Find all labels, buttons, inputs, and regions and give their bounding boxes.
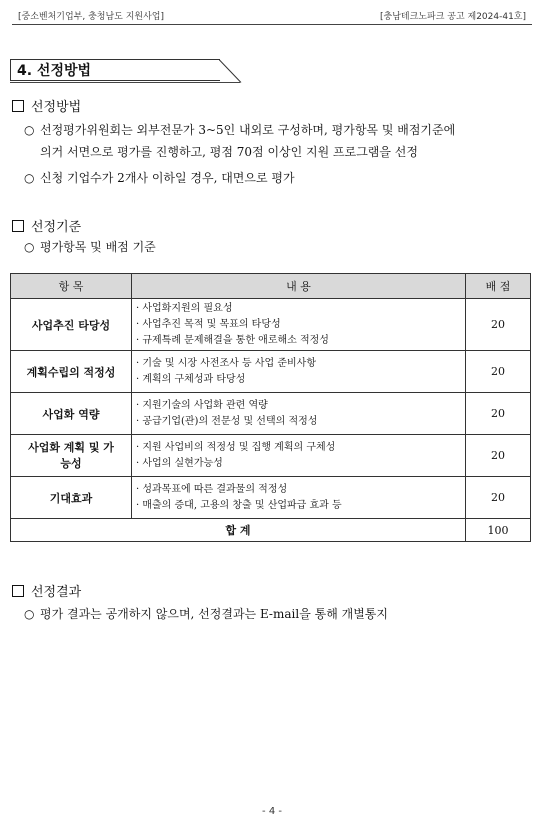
content-line: · 기술 및 시장 사전조사 등 사업 준비사항 <box>136 357 316 369</box>
criteria-bullet <box>24 236 534 258</box>
circle-bullet-icon: ○ <box>24 240 35 254</box>
circle-bullet-icon: ○ <box>24 607 35 621</box>
content-line: · 사업화지원의 필요성 <box>136 302 233 314</box>
table-header-score: 배 점 <box>466 274 531 299</box>
method-bullet-2-text: 신청 기업수가 2개사 이하일 경우, 대면으로 평가 <box>40 171 295 185</box>
result-bullet <box>24 603 534 625</box>
section-title-underline <box>10 82 240 83</box>
method-bullet-1 <box>24 119 534 163</box>
table-row <box>11 477 531 519</box>
circle-bullet-icon: ○ <box>24 171 35 185</box>
table-header-content: 내 용 <box>132 274 466 299</box>
section-title: 4. 선정방법 <box>10 59 220 81</box>
content-line: · 사업추진 목적 및 목표의 타당성 <box>136 318 281 330</box>
table-row-content <box>132 477 466 519</box>
content-line: · 규제특례 문제해결을 통한 애로해소 적정성 <box>136 334 329 346</box>
table-row <box>11 435 531 477</box>
table-row-item: 계획수립의 적정성 <box>11 351 132 393</box>
table-row <box>11 351 531 393</box>
method-bullet-2 <box>24 167 534 189</box>
result-heading-text: 선정결과 <box>31 585 82 600</box>
header-left: [중소벤처기업부, 충청남도 지원사업] <box>18 12 165 22</box>
criteria-table <box>10 273 531 542</box>
criteria-heading <box>12 216 81 235</box>
criteria-heading-text: 선정기준 <box>31 220 82 235</box>
table-total-row <box>11 519 531 542</box>
table-row-item-text: 사업화 계획 및 가능성 <box>28 440 114 470</box>
checkbox-square-icon <box>12 100 24 112</box>
criteria-bullet-text: 평가항목 및 배점 기준 <box>40 240 156 254</box>
table-row-content <box>132 299 466 351</box>
table-row <box>11 393 531 435</box>
method-heading-text: 선정방법 <box>31 100 82 115</box>
header-rule <box>12 24 532 25</box>
table-row-content <box>132 393 466 435</box>
content-line: · 매출의 증대, 고용의 창출 및 산업파급 효과 등 <box>136 499 342 511</box>
table-row-item: 사업추진 타당성 <box>11 299 132 351</box>
method-bullet-1-line2: 의거 서면으로 평가를 진행하고, 평점 70점 이상인 지원 프로그램을 선정 <box>40 145 418 159</box>
table-row-score: 20 <box>466 477 531 519</box>
table-header-item: 항 목 <box>11 274 132 299</box>
table-row-score: 20 <box>466 351 531 393</box>
table-row-score: 20 <box>466 393 531 435</box>
table-row-content <box>132 435 466 477</box>
page-number: - 4 - <box>262 806 282 817</box>
checkbox-square-icon <box>12 585 24 597</box>
content-line: · 공급기업(관)의 전문성 및 선택의 적정성 <box>136 415 318 427</box>
table-row-item <box>11 435 132 477</box>
content-line: · 지원 사업비의 적정성 및 집행 계획의 구체성 <box>136 441 336 453</box>
result-bullet-text: 평가 결과는 공개하지 않으며, 선정결과는 E-mail을 통해 개별통지 <box>40 607 388 621</box>
table-row-item: 사업화 역량 <box>11 393 132 435</box>
header-right: [충남테크노파크 공고 제2024-41호] <box>380 12 526 22</box>
table-total-label: 합 계 <box>11 519 466 542</box>
table-row <box>11 299 531 351</box>
section-title-diagonal <box>219 59 243 83</box>
content-line: · 성과목표에 따른 결과물의 적정성 <box>136 483 288 495</box>
table-total-score: 100 <box>466 519 531 542</box>
table-header-row <box>11 274 531 299</box>
content-line: · 지원기술의 사업화 관련 역량 <box>136 399 268 411</box>
table-row-score: 20 <box>466 435 531 477</box>
table-row-content <box>132 351 466 393</box>
checkbox-square-icon <box>12 220 24 232</box>
table-row-score: 20 <box>466 299 531 351</box>
method-bullet-1-line1: 선정평가위원회는 외부전문가 3~5인 내외로 구성하며, 평가항목 및 배점기준에 <box>40 123 456 137</box>
content-line: · 사업의 실현가능성 <box>136 457 223 469</box>
result-heading <box>12 581 81 600</box>
circle-bullet-icon: ○ <box>24 123 35 137</box>
table-row-item: 기대효과 <box>11 477 132 519</box>
method-heading <box>12 96 81 115</box>
content-line: · 계획의 구체성과 타당성 <box>136 373 246 385</box>
